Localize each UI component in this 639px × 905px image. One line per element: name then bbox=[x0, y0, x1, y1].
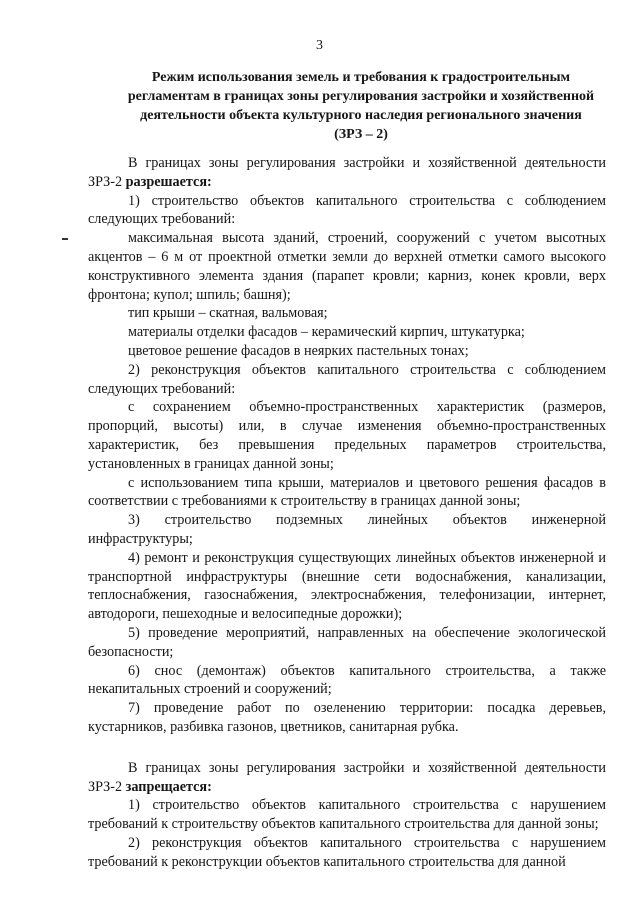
allowed-intro bbox=[88, 154, 606, 192]
allowed-item: цветовое решение фасадов в неярких пастельных тонах; bbox=[128, 342, 469, 359]
prohibited-item: 2) реконструкция объектов капитального строительства с нарушением требований к реконструкции объектов капитального строительства для данной bbox=[88, 834, 606, 870]
section-heading bbox=[112, 68, 610, 144]
margin-mark bbox=[62, 238, 68, 240]
allowed-item: тип крыши – скатная, вальмовая; bbox=[128, 305, 328, 322]
allowed-item: 1) строительство объектов капитального строительства с соблюдением следующих требований: bbox=[88, 192, 606, 228]
allowed-item: 4) ремонт и реконструкция существующих линейных объектов инженерной и транспортной инфраструктуры (внешние сети водоснабжения, канализации, теплоснабжения, газоснабжения, электроснабжения, телефонизации, интернет, автодороги, пешеходные и велосипедные дорожки); bbox=[88, 549, 606, 623]
allowed-item: 2) реконструкция объектов капитального строительства с соблюдением следующих требований: bbox=[88, 361, 606, 397]
document-body bbox=[88, 154, 606, 871]
prohibited-intro-text: В границах зоны регулирования застройки и хозяйственной деятельности ЗРЗ-2 bbox=[88, 759, 606, 795]
allowed-item: с сохранением объемно-пространственных характеристик (размеров, пропорций, высоты) или, в случае изменения объемно-пространственных характеристик, без превышения предельных параметров строительства, установленных в границах данной зоны; bbox=[88, 399, 606, 472]
prohibited-intro bbox=[88, 759, 606, 797]
allowed-intro-bold: разрешается: bbox=[125, 173, 212, 190]
heading-line-4: (ЗРЗ – 2) bbox=[334, 127, 388, 142]
prohibited-item: 1) строительство объектов капитального строительства с нарушением требований к строительству объектов капитального строительства для данной зоны; bbox=[88, 797, 606, 833]
allowed-item: максимальная высота зданий, строений, сооружений с учетом высотных акцентов – 6 м от проектной отметки земли до верхней отметки самого высокого конструктивного элемента здания (парапет кровли; карниз, конек кровли, верх фронтона; купол; шпиль; башня); bbox=[88, 230, 606, 303]
heading-line-1: Режим использования земель и требования к градостроительным bbox=[151, 70, 571, 85]
heading-line-2: регламентам в границах зоны регулирования застройки и хозяйственной bbox=[127, 89, 595, 104]
prohibited-intro-bold: запрещается: bbox=[125, 778, 212, 795]
allowed-item: материалы отделки фасадов – керамический кирпич, штукатурка; bbox=[128, 324, 525, 341]
allowed-item: с использованием типа крыши, материалов и цветового решения фасадов в соответствии с требованиями к строительству в границах данной зоны; bbox=[88, 474, 606, 510]
allowed-item: 3) строительство подземных линейных объектов инженерной инфраструктуры; bbox=[88, 512, 606, 547]
allowed-item: 5) проведение мероприятий, направленных на обеспечение экологической безопасности; bbox=[88, 624, 606, 660]
allowed-item: 6) снос (демонтаж) объектов капитального строительства, а также некапитальных строений и сооружений; bbox=[88, 662, 606, 698]
page-number: 3 bbox=[316, 38, 323, 53]
allowed-intro-text: В границах зоны регулирования застройки и хозяйственной деятельности ЗРЗ-2 bbox=[88, 155, 606, 190]
heading-line-3: деятельности объекта культурного наследия регионального значения bbox=[140, 108, 582, 123]
allowed-item: 7) проведение работ по озеленению территории: посадка деревьев, кустарников, разбивка газонов, цветников, санитарная рубка. bbox=[88, 700, 606, 735]
section-gap bbox=[88, 737, 606, 759]
